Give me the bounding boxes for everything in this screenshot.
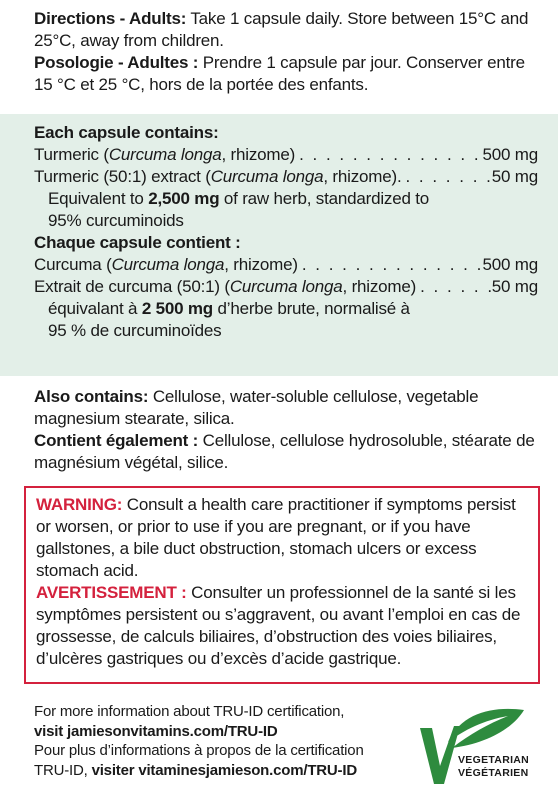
ingredient-amount: 500 mg	[482, 145, 538, 164]
equiv-post: d’herbe brute, normalisé à	[212, 299, 410, 318]
dot-leader	[298, 254, 483, 276]
equivalent-note-fr	[34, 298, 538, 342]
ingredient-name-post: , rhizome)	[224, 255, 298, 274]
tru-id-en-link: visit jamiesonvitamins.com/TRU-ID	[34, 722, 278, 740]
ingredients-fr-heading	[34, 232, 538, 254]
ingredient-name-pre: Curcuma (	[34, 255, 112, 274]
ingredient-name-post: , rhizome).	[323, 167, 402, 186]
warning-fr-label: AVERTISSEMENT :	[36, 583, 187, 602]
ingredient-name-post: , rhizome)	[221, 145, 296, 164]
ingredient-name-pre: Extrait de curcuma (50:1) (	[34, 277, 230, 296]
directions-fr-text: Prendre 1 capsule par jour. Conserver entre 15 °C et 25 °C, hors de la portée des enfants.	[34, 53, 525, 94]
vegetarian-label-fr: VÉGÉTARIEN	[458, 767, 529, 779]
ingredient-row	[34, 276, 538, 298]
warning-fr-text: Consulter un professionnel de la santé si les symptômes persistent ou s’aggravent, ou avant l’emploi en cas de grossesse, de calculs biliaires, d’obstruction des voies biliaires, d’ulcères gastriques ou d’excès d’acide gastrique.	[36, 583, 521, 668]
tru-id-fr-pre: TRU-ID,	[34, 761, 92, 779]
dot-leader	[295, 144, 482, 166]
dot-leader	[416, 276, 492, 298]
ingredient-row	[34, 254, 538, 276]
tru-id-fr-line1: Pour plus d’informations à propos de la certification	[34, 742, 364, 759]
also-contains-en	[34, 386, 538, 430]
ingredient-latin-name: Curcuma longa	[210, 167, 324, 186]
equivalent-note-en	[34, 188, 538, 232]
ingredient-name	[34, 276, 416, 298]
tru-id-fr-line2	[34, 761, 378, 781]
equiv-amount: 2 500 mg	[141, 299, 213, 318]
ingredient-latin-name: Curcuma longa	[111, 255, 225, 274]
equiv-standard: 95% curcuminoids	[48, 211, 184, 230]
directions-fr	[34, 52, 538, 96]
equiv-post: of raw herb, standardized to	[219, 189, 430, 208]
warning-en-text: Consult a health care practitioner if symptoms persist or worsen, or prior to use if you are pregnant, or if you have gallstones, a bile duct obstruction, stomach ulcers or excess stomach acid.	[36, 495, 516, 580]
equiv-pre: Equivalent to	[48, 189, 149, 208]
ingredient-row	[34, 144, 538, 166]
directions-en-label: Directions - Adults:	[34, 9, 187, 28]
tru-id-fr-link: visiter vitaminesjamieson.com/TRU-ID	[91, 761, 357, 779]
directions-en-text: Take 1 capsule daily. Store between 15°C and 25°C, away from children.	[34, 9, 529, 50]
warning-en	[36, 494, 530, 582]
ingredient-amount: 500 mg	[482, 255, 538, 274]
ingredients-fr-heading-text: Chaque capsule contient :	[34, 233, 241, 252]
ingredient-amount: 50 mg	[491, 277, 538, 296]
vegetarian-label-en: VEGETARIAN	[458, 754, 530, 766]
dot-leader	[401, 166, 491, 188]
ingredient-name	[34, 144, 295, 166]
also-contains-fr-label: Contient également :	[34, 431, 199, 450]
ingredient-name	[34, 254, 298, 276]
ingredient-name-pre: Turmeric (	[34, 145, 109, 164]
also-contains-fr	[34, 430, 538, 474]
equiv-amount: 2,500 mg	[148, 189, 220, 208]
ingredients-en-heading-text: Each capsule contains:	[34, 123, 219, 142]
non-medicinal-ingredients	[0, 386, 558, 474]
ingredient-latin-name: Curcuma longa	[108, 145, 222, 164]
directions-section	[0, 8, 558, 96]
ingredient-name-pre: Turmeric (50:1) extract (	[34, 167, 211, 186]
warning-fr	[36, 582, 530, 670]
directions-fr-label: Posologie - Adultes :	[34, 53, 199, 72]
ingredient-row	[34, 166, 538, 188]
also-contains-en-label: Also contains:	[34, 387, 149, 406]
ingredient-name-post: , rhizome)	[342, 277, 417, 296]
warning-en-label: WARNING:	[36, 495, 123, 514]
equiv-standard: 95 % de curcuminoïdes	[48, 321, 222, 340]
warning-box	[24, 486, 540, 684]
also-contains-en-text: Cellulose, water-soluble cellulose, vegetable magnesium stearate, silica.	[34, 387, 479, 428]
ingredient-name	[34, 166, 401, 188]
directions-en	[34, 8, 538, 52]
ingredients-en-heading	[34, 122, 538, 144]
ingredient-amount: 50 mg	[491, 167, 538, 186]
also-contains-fr-text: Cellulose, cellulose hydrosoluble, stéarate de magnésium végétal, silice.	[34, 431, 535, 472]
ingredient-latin-name: Curcuma longa	[229, 277, 343, 296]
ingredients-panel	[0, 114, 558, 376]
vegetarian-logo	[418, 704, 548, 788]
equiv-pre: équivalant à	[48, 299, 142, 318]
tru-id-en-line1: For more information about TRU-ID certification,	[34, 703, 345, 720]
